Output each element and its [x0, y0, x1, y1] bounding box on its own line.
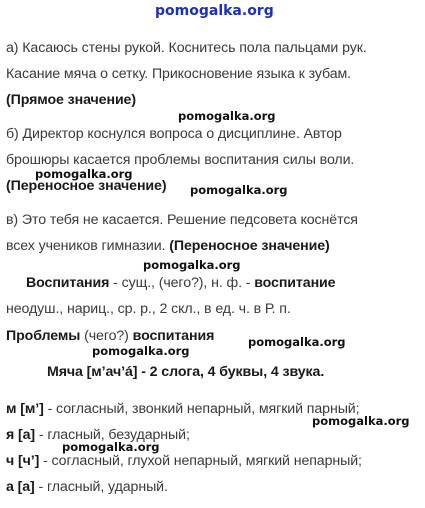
watermark-1: pomogalka.org	[178, 109, 276, 123]
section-b-line2: брошюры касается проблемы воспитания силы воли.	[6, 152, 355, 168]
phrase-head: Проблемы	[6, 328, 81, 344]
letter-sound: а [а]	[6, 479, 35, 495]
morph-word: Воспитания	[26, 275, 110, 291]
watermark-2: pomogalka.org	[35, 167, 133, 181]
phonetic-summary: Мяча [м’ач’á] - 2 слога, 4 буквы, 4 звука.	[47, 364, 325, 380]
section-v-line2	[6, 238, 330, 254]
section-a-line2: Касание мяча о сетку. Прикосновение языка к зубам.	[6, 66, 351, 82]
letter-desc: - согласный, звонкий непарный, мягкий парный;	[43, 401, 360, 417]
morph-line2: неодуш., нариц., ср. р., 2 скл., в ед. ч. в Р. п.	[6, 301, 291, 317]
letter-desc: - гласный, безударный;	[35, 427, 190, 443]
section-a-line1: а) Касаюсь стены рукой. Коснитесь пола пальцами рук.	[6, 40, 367, 56]
section-v-line1: в) Это тебя не касается. Решение педсовета коснётся	[6, 212, 358, 228]
letter-desc: - гласный, ударный.	[34, 479, 168, 495]
letter-sound: м [м’]	[6, 401, 44, 417]
site-watermark-top: pomogalka.org	[155, 3, 274, 19]
morph-desc1: - сущ., (чего?), н. ф. -	[109, 275, 255, 291]
watermark-8: pomogalka.org	[62, 440, 160, 454]
letter-row	[6, 453, 362, 469]
watermark-3: pomogalka.org	[190, 183, 288, 197]
watermark-5: pomogalka.org	[248, 335, 346, 349]
section-b-line1: б) Директор коснулся вопроса о дисциплине. Автор	[6, 126, 342, 142]
section-b-tag: (Переносное значение)	[6, 178, 167, 194]
phrase-question: (чего?)	[80, 328, 133, 344]
letter-sound: я [а]	[6, 427, 36, 443]
letter-sound: ч [ч’]	[6, 453, 40, 469]
section-v-line2-text: всех учеников гимназии.	[6, 238, 166, 254]
phrase-line	[6, 328, 214, 344]
letter-desc: - согласный, глухой непарный, мягкий непарный;	[39, 453, 362, 469]
watermark-4: pomogalka.org	[143, 258, 241, 272]
morph-line1	[26, 275, 335, 291]
morph-initial-form: воспитание	[254, 275, 336, 291]
letter-row	[6, 401, 359, 417]
letter-row	[6, 479, 168, 495]
section-v-tag: (Переносное значение)	[169, 238, 330, 254]
watermark-7: pomogalka.org	[312, 414, 410, 428]
phrase-dependent: воспитания	[132, 328, 215, 344]
section-a-tag: (Прямое значение)	[6, 92, 136, 108]
watermark-6: pomogalka.org	[92, 344, 190, 358]
